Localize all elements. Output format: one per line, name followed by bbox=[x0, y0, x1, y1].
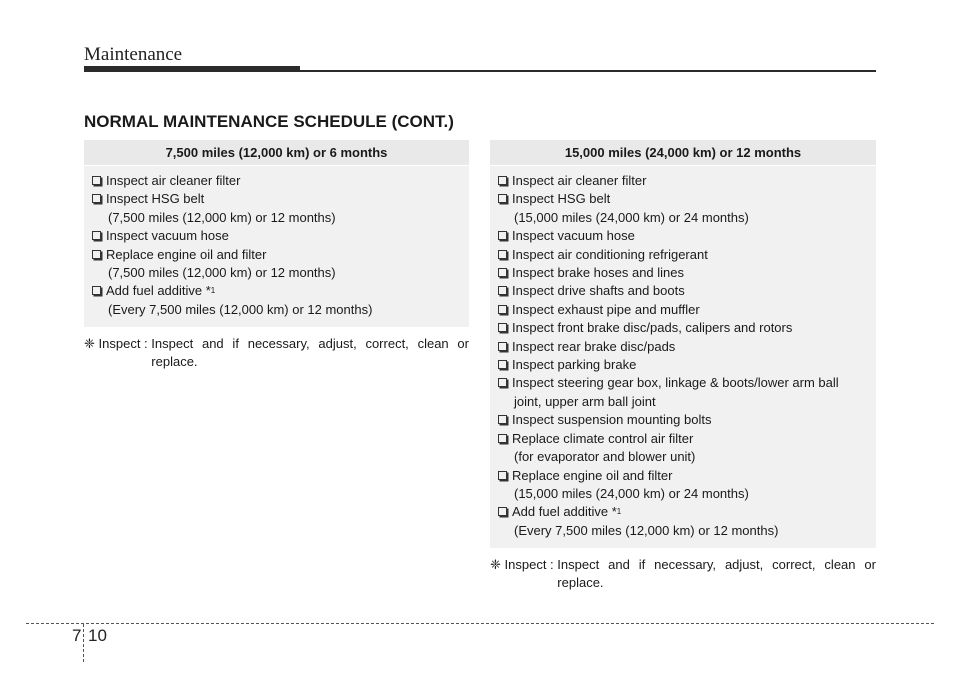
checklist-item bbox=[498, 374, 868, 392]
checklist-item-text: Inspect rear brake disc/pads bbox=[512, 338, 676, 354]
checklist-item-text: Add fuel additive * bbox=[512, 504, 617, 520]
checkbox-icon bbox=[498, 342, 507, 351]
checklist-item-detail: (7,500 miles (12,000 km) or 12 months) bbox=[108, 265, 336, 281]
checklist-item bbox=[498, 227, 868, 245]
checklist-item-text: Inspect front brake disc/pads, calipers and rotors bbox=[512, 320, 793, 336]
checklist-item-text: Inspect HSG belt bbox=[106, 191, 205, 207]
checklist-item bbox=[92, 246, 461, 264]
note-symbol-icon: ❈ bbox=[84, 336, 95, 352]
checklist-item-text: Replace engine oil and filter bbox=[106, 246, 267, 262]
checkbox-icon bbox=[498, 250, 507, 259]
checkbox-icon bbox=[92, 286, 101, 295]
checklist-item-detail: (15,000 miles (24,000 km) or 24 months) bbox=[514, 209, 749, 225]
checklist-item bbox=[498, 430, 868, 448]
checklist-item-text: Replace engine oil and filter bbox=[512, 467, 673, 483]
checklist-item-text: Inspect vacuum hose bbox=[106, 228, 229, 244]
checklist-item bbox=[498, 319, 868, 337]
checklist-item-detail: (for evaporator and blower unit) bbox=[514, 449, 696, 465]
checklist-item-detail: (7,500 miles (12,000 km) or 12 months) bbox=[108, 209, 336, 225]
checklist-item bbox=[498, 301, 868, 319]
checklist-item bbox=[92, 172, 461, 190]
schedule-column-15000 bbox=[490, 140, 876, 592]
checkbox-icon bbox=[92, 176, 101, 185]
inspect-note-text: Inspect and if necessary, adjust, correct, clean or replace. bbox=[151, 336, 469, 370]
schedule-item-list bbox=[84, 166, 469, 327]
note-key-label: Inspect : bbox=[504, 557, 558, 573]
checklist-item bbox=[92, 282, 461, 300]
header-rule-thin bbox=[300, 70, 876, 72]
checkbox-icon bbox=[498, 286, 507, 295]
checkbox-icon bbox=[498, 415, 507, 424]
checklist-item bbox=[92, 227, 461, 245]
checklist-item-detail: (Every 7,500 miles (12,000 km) or 12 months) bbox=[514, 522, 779, 538]
inspect-note bbox=[84, 335, 469, 371]
checklist-item-text: Inspect steering gear box, linkage & boots/lower arm ball bbox=[512, 375, 839, 391]
inspect-note-text: Inspect and if necessary, adjust, correct, clean or replace. bbox=[557, 557, 876, 591]
page-number-divider bbox=[83, 624, 84, 662]
header-rule-thick bbox=[84, 66, 300, 72]
checklist-item-text: Inspect air cleaner filter bbox=[106, 173, 241, 188]
checklist-item bbox=[498, 356, 868, 374]
checklist-item bbox=[498, 172, 868, 190]
checkbox-icon bbox=[498, 323, 507, 332]
checkbox-icon bbox=[498, 231, 507, 240]
checklist-item bbox=[498, 282, 868, 300]
checkbox-icon bbox=[498, 360, 507, 369]
page-number: 10 bbox=[88, 626, 107, 645]
checklist-item bbox=[92, 190, 461, 208]
checklist-item-text: Inspect drive shafts and boots bbox=[512, 283, 685, 299]
checkbox-icon bbox=[498, 305, 507, 314]
inspect-note bbox=[490, 556, 876, 592]
checkbox-icon bbox=[498, 507, 507, 516]
checklist-item-detail: (Every 7,500 miles (12,000 km) or 12 months) bbox=[108, 301, 373, 317]
checklist-item-text: Inspect air conditioning refrigerant bbox=[512, 246, 708, 262]
checkbox-icon bbox=[92, 231, 101, 240]
checklist-item-text: Inspect parking brake bbox=[512, 357, 637, 373]
checklist-item-text: Inspect vacuum hose bbox=[512, 228, 635, 244]
checklist-item-detail: (15,000 miles (24,000 km) or 24 months) bbox=[514, 485, 749, 501]
checklist-item bbox=[498, 190, 868, 208]
checkbox-icon bbox=[498, 194, 507, 203]
checklist-item-text: Inspect brake hoses and lines bbox=[512, 265, 684, 281]
checklist-item-text: Replace climate control air filter bbox=[512, 430, 694, 446]
checkbox-icon bbox=[498, 268, 507, 277]
schedule-column-7500 bbox=[84, 140, 469, 371]
checklist-item-text: Inspect HSG belt bbox=[512, 191, 611, 207]
checklist-item-text: Inspect suspension mounting bolts bbox=[512, 412, 712, 428]
schedule-heading: 7,500 miles (12,000 km) or 6 months bbox=[84, 140, 469, 166]
checklist-item-detail: joint, upper arm ball joint bbox=[514, 393, 656, 409]
checklist-item bbox=[498, 246, 868, 264]
checkbox-icon bbox=[498, 471, 507, 480]
checklist-item-text: Inspect air cleaner filter bbox=[512, 173, 647, 188]
checkbox-icon bbox=[92, 194, 101, 203]
inspect-note-key bbox=[490, 556, 557, 592]
schedule-item-list bbox=[490, 166, 876, 548]
checkbox-icon bbox=[498, 434, 507, 443]
footer-rule bbox=[26, 623, 934, 624]
checklist-item bbox=[498, 264, 868, 282]
checkbox-icon bbox=[498, 378, 507, 387]
checklist-item bbox=[498, 503, 868, 521]
footnote-marker: 1 bbox=[210, 286, 216, 296]
checklist-item-text: Add fuel additive * bbox=[106, 283, 211, 299]
note-key-label: Inspect : bbox=[98, 336, 152, 352]
note-symbol-icon: ❈ bbox=[490, 557, 501, 573]
checklist-item-text: Inspect exhaust pipe and muffler bbox=[512, 301, 700, 317]
schedule-heading: 15,000 miles (24,000 km) or 12 months bbox=[490, 140, 876, 166]
checklist-item bbox=[498, 338, 868, 356]
checklist-item bbox=[498, 467, 868, 485]
footnote-marker: 1 bbox=[616, 507, 622, 517]
checkbox-icon bbox=[92, 250, 101, 259]
section-title: NORMAL MAINTENANCE SCHEDULE (CONT.) bbox=[84, 112, 454, 131]
page-header-title: Maintenance bbox=[84, 44, 183, 65]
inspect-note-key bbox=[84, 335, 151, 371]
checkbox-icon bbox=[498, 176, 507, 185]
checklist-item bbox=[498, 411, 868, 429]
chapter-number: 7 bbox=[72, 626, 82, 645]
